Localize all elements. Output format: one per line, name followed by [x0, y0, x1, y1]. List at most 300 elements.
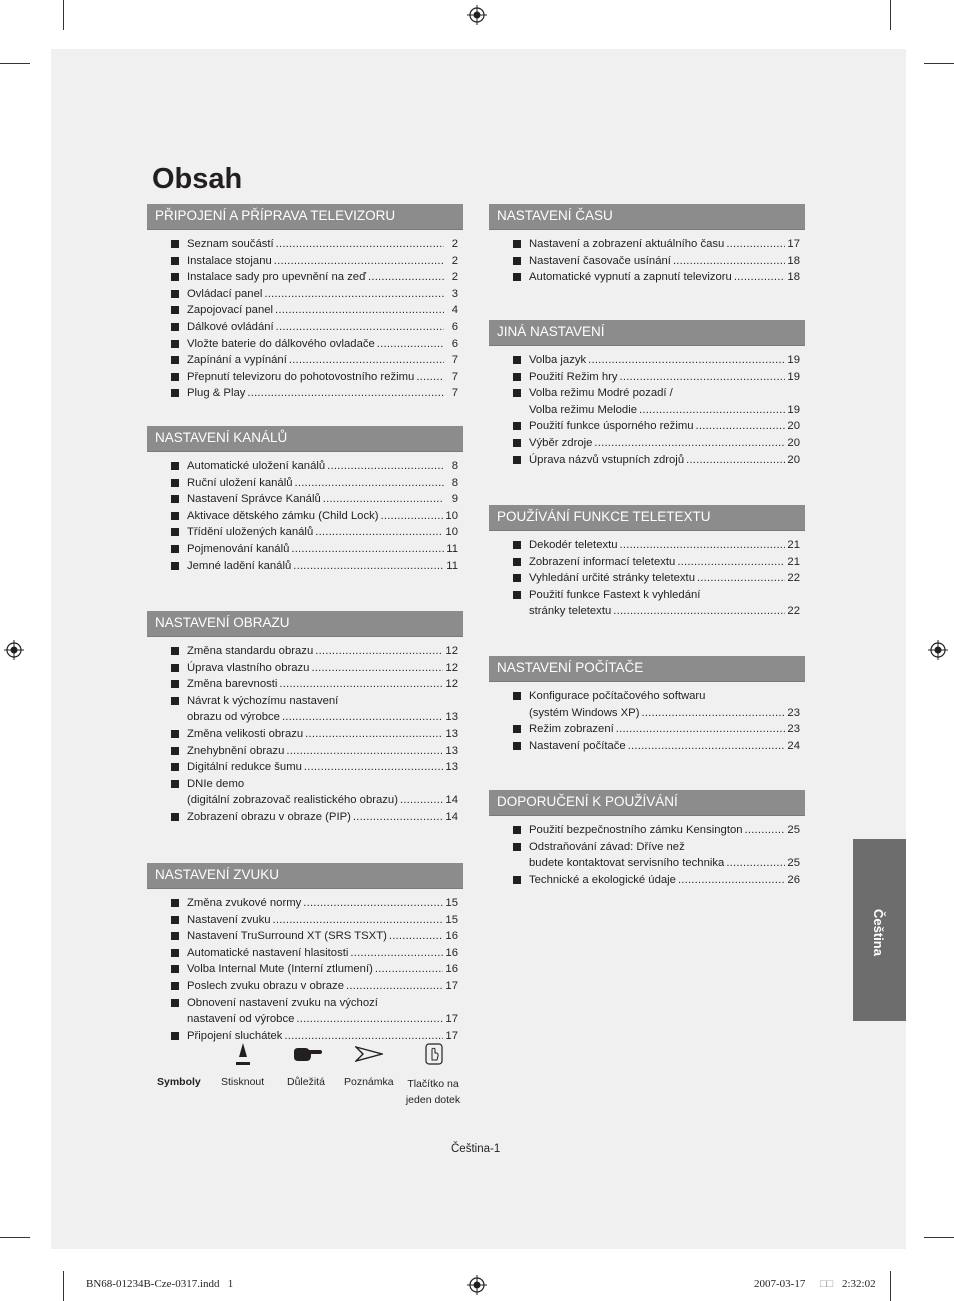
toc-entry-page: 11	[446, 559, 458, 572]
bullet-square-icon	[171, 323, 179, 331]
slug-date: 2007-03-17	[754, 1278, 806, 1290]
toc-entry-line	[529, 570, 800, 587]
toc-entry	[147, 286, 463, 303]
bullet-square-icon	[171, 545, 179, 553]
toc-entry-title: Režim zobrazení	[529, 723, 614, 736]
bullet-square-icon	[171, 949, 179, 957]
dot-leader	[315, 643, 443, 660]
bullet-square-icon	[513, 422, 521, 430]
toc-entry-title: Nastavení počítače	[529, 739, 626, 752]
bullet-square-icon	[171, 240, 179, 248]
dot-leader	[697, 570, 785, 587]
toc-entry-title: Použití funkce úsporného režimu	[529, 420, 694, 433]
toc-entry	[489, 554, 805, 571]
crop-mark	[890, 0, 891, 30]
bullet-square-icon	[171, 747, 179, 755]
toc-entry-title: Nastavení TruSurround XT (SRS TSXT)	[187, 930, 387, 943]
bullet-square-icon	[171, 697, 179, 705]
bullet-square-icon	[171, 495, 179, 503]
dot-leader	[377, 336, 444, 353]
pointing-hand-icon	[292, 1045, 322, 1063]
bullet-square-icon	[171, 763, 179, 771]
toc-entry-title: Volba Internal Mute (Interní ztlumení)	[187, 963, 373, 976]
bullet-square-icon	[513, 373, 521, 381]
toc-entry-page: 18	[787, 271, 800, 284]
toc-entry	[147, 319, 463, 336]
toc-entry-title: Znehybnění obrazu	[187, 744, 285, 757]
toc-entry-line	[187, 693, 458, 710]
toc-entry-page: 6	[451, 320, 458, 333]
bullet-square-icon	[513, 725, 521, 733]
toc-entry-title: Návrat k výchozímu nastavení	[187, 694, 339, 707]
bullet-square-icon	[171, 528, 179, 536]
toc-entry-page: 12	[445, 678, 458, 691]
dot-leader	[673, 253, 785, 270]
one-touch-label-line1: Tlačítko na	[407, 1078, 459, 1090]
toc-entry-page: 13	[445, 711, 458, 724]
toc-entry-title: Jemné ladění kanálů	[187, 559, 292, 572]
bullet-square-icon	[171, 664, 179, 672]
toc-entry-line	[187, 385, 458, 402]
toc-entry-page: 19	[787, 370, 800, 383]
dot-leader	[350, 945, 443, 962]
toc-list	[147, 895, 463, 1044]
bullet-square-icon	[171, 462, 179, 470]
toc-entry	[147, 912, 463, 929]
toc-entry-title: Přepnutí televizoru do pohotovostního režimu	[187, 370, 415, 383]
dot-leader	[745, 822, 786, 839]
toc-entry	[489, 738, 805, 755]
toc-entry	[147, 385, 463, 402]
bullet-square-icon	[171, 982, 179, 990]
toc-entry-line	[187, 792, 458, 809]
toc-list	[489, 537, 805, 620]
toc-entry-title: Připojení sluchátek	[187, 1029, 283, 1042]
registration-mark-icon	[467, 5, 487, 25]
toc-entry-page: 11	[446, 542, 458, 555]
toc-entry	[147, 236, 463, 253]
dot-leader	[291, 541, 444, 558]
dot-leader	[279, 676, 443, 693]
dot-leader	[620, 537, 786, 554]
toc-entry-title: Nastavení zvuku	[187, 913, 271, 926]
toc-entry	[147, 508, 463, 525]
bullet-square-icon	[513, 591, 521, 599]
bullet-square-icon	[513, 356, 521, 364]
toc-entry-line	[187, 895, 458, 912]
one-touch-label-line2: jeden dotek	[405, 1094, 461, 1106]
toc-entry-line	[187, 319, 458, 336]
toc-entry-title: Ovládací panel	[187, 287, 263, 300]
toc-entry	[147, 676, 463, 693]
toc-entry-title: Technické a ekologické údaje	[529, 873, 676, 886]
section-heading: NASTAVENÍ KANÁLŮ	[147, 426, 463, 452]
toc-entry	[147, 978, 463, 995]
dot-leader	[639, 402, 785, 419]
toc-entry	[147, 809, 463, 826]
toc-entry-page: 20	[787, 420, 800, 433]
toc-entry-line	[187, 643, 458, 660]
toc-entry-line	[187, 709, 458, 726]
toc-list	[147, 643, 463, 826]
crop-mark	[924, 63, 954, 64]
note-label: Poznámka	[344, 1076, 394, 1088]
toc-entry-title: Konfigurace počítačového softwaru	[529, 690, 706, 702]
bullet-square-icon	[513, 843, 521, 851]
toc-entry-page: 22	[787, 605, 800, 618]
toc-entry-page: 13	[445, 744, 458, 757]
section-connection	[147, 204, 463, 402]
section-heading: NASTAVENÍ POČÍTAČE	[489, 656, 805, 682]
registration-mark-icon	[467, 1275, 487, 1295]
crop-mark	[63, 0, 64, 30]
toc-entry	[147, 995, 463, 1028]
bullet-square-icon	[513, 574, 521, 582]
toc-entry-title: Instalace sady pro upevnění na zeď	[187, 271, 367, 284]
registration-mark-icon	[4, 640, 24, 660]
toc-entry	[147, 693, 463, 726]
symbols-title: Symboly	[157, 1076, 201, 1088]
dot-leader	[305, 726, 443, 743]
toc-entry-line	[187, 660, 458, 677]
bullet-square-icon	[171, 257, 179, 265]
dot-leader	[416, 369, 444, 386]
toc-entry-page: 8	[451, 476, 458, 489]
bullet-square-icon	[513, 456, 521, 464]
toc-entry-title: Aktivace dětského zámku (Child Lock)	[187, 509, 379, 522]
dot-leader	[286, 743, 443, 760]
section-picture	[147, 611, 463, 826]
dot-leader	[686, 452, 785, 469]
toc-entry-title: Výběr zdroje	[529, 436, 593, 449]
toc-entry-page: 7	[451, 370, 458, 383]
section-other	[489, 320, 805, 468]
toc-entry	[489, 570, 805, 587]
toc-entry-title: Zobrazení informací teletextu	[529, 555, 676, 568]
toc-entry-title: Zobrazení obrazu v obraze (PIP)	[187, 810, 351, 823]
crop-mark	[890, 1271, 891, 1301]
toc-entry-line	[187, 508, 458, 525]
dot-leader	[726, 855, 785, 872]
toc-entry-page: 13	[445, 761, 458, 774]
toc-entry	[147, 352, 463, 369]
toc-entry-line	[187, 302, 458, 319]
toc-entry-line	[187, 809, 458, 826]
toc-entry-line	[187, 928, 458, 945]
toc-entry-title: Změna zvukové normy	[187, 897, 302, 909]
toc-list	[489, 236, 805, 286]
toc-entry	[489, 872, 805, 889]
crop-mark	[63, 1271, 64, 1301]
dot-leader	[289, 352, 444, 369]
toc-entry-title: Seznam součástí	[187, 238, 274, 250]
toc-entry-page: 14	[445, 794, 458, 807]
toc-entry-title: Automatické nastavení hlasitosti	[187, 946, 349, 959]
toc-entry-line	[187, 352, 458, 369]
toc-entry	[147, 475, 463, 492]
toc-entry-page: 7	[451, 354, 458, 367]
toc-entry-line	[529, 705, 800, 722]
dot-leader	[353, 809, 444, 826]
dot-leader	[315, 524, 443, 541]
bullet-square-icon	[171, 389, 179, 397]
dot-leader	[276, 236, 444, 253]
toc-entry-page: 25	[787, 824, 800, 836]
note-arrow-icon	[355, 1046, 383, 1062]
dot-leader	[620, 369, 786, 386]
section-heading: JINÁ NASTAVENÍ	[489, 320, 805, 346]
toc-entry	[489, 352, 805, 369]
bullet-square-icon	[171, 356, 179, 364]
dot-leader	[275, 302, 444, 319]
toc-entry	[489, 418, 805, 435]
dot-leader	[400, 792, 443, 809]
slug-filename: BN68-01234B-Cze-0317.indd 1	[86, 1278, 234, 1290]
press-icon	[235, 1041, 251, 1067]
section-heading: DOPORUČENÍ K POUŽÍVÁNÍ	[489, 790, 805, 816]
toc-entry-line	[529, 721, 800, 738]
toc-entry	[147, 541, 463, 558]
toc-entry-line	[529, 537, 800, 554]
bullet-square-icon	[513, 692, 521, 700]
toc-entry-title: Volba režimu Modré pozadí /	[529, 387, 673, 400]
toc-entry-line	[529, 855, 800, 872]
dot-leader	[282, 709, 443, 726]
toc-entry-line	[529, 435, 800, 452]
toc-entry-line	[187, 541, 458, 558]
bullet-square-icon	[171, 965, 179, 973]
section-heading: NASTAVENÍ OBRAZU	[147, 611, 463, 637]
toc-entry	[489, 537, 805, 554]
one-touch-label	[405, 1076, 461, 1108]
bullet-square-icon	[171, 647, 179, 655]
toc-entry-page: 2	[451, 254, 458, 267]
toc-entry-line	[187, 524, 458, 541]
toc-entry-line	[529, 872, 800, 889]
dot-leader	[264, 286, 444, 303]
toc-entry	[147, 253, 463, 270]
toc-entry-page: 16	[445, 946, 458, 959]
dot-leader	[389, 928, 444, 945]
bullet-square-icon	[171, 306, 179, 314]
slug-boxes: □□	[820, 1278, 834, 1290]
toc-entry-page: 25	[787, 857, 800, 870]
section-channels	[147, 426, 463, 574]
bullet-square-icon	[171, 916, 179, 924]
page-title: Obsah	[152, 163, 243, 195]
dot-leader	[678, 872, 785, 889]
toc-entry	[147, 961, 463, 978]
toc-entry-title: Úprava názvů vstupních zdrojů	[529, 453, 685, 466]
dot-leader	[303, 895, 443, 912]
dot-leader	[696, 418, 786, 435]
press-label: Stisknout	[221, 1076, 265, 1088]
toc-entry-title: Volba režimu Melodie	[529, 403, 638, 416]
toc-entry	[489, 236, 805, 253]
toc-entry	[147, 491, 463, 508]
section-pc	[489, 656, 805, 754]
toc-entry-line	[187, 726, 458, 743]
toc-entry-line	[187, 458, 458, 475]
toc-entry-page: 23	[787, 723, 800, 736]
bullet-square-icon	[513, 558, 521, 566]
slug-time: 2:32:02	[842, 1278, 876, 1290]
toc-entry-page: 17	[445, 979, 458, 992]
bullet-square-icon	[171, 999, 179, 1007]
toc-entry-title: (systém Windows XP)	[529, 706, 640, 719]
dot-leader	[311, 660, 443, 677]
toc-entry-page: 4	[451, 304, 458, 317]
toc-entry-page: 21	[787, 539, 800, 551]
toc-entry-page: 21	[787, 555, 800, 568]
toc-entry-page: 17	[445, 1013, 458, 1026]
section-sound	[147, 863, 463, 1044]
toc-entry-page: 14	[445, 810, 458, 823]
toc-entry-title: Automatické vypnutí a zapnutí televizoru	[529, 271, 732, 284]
toc-entry-page: 7	[451, 387, 458, 400]
toc-entry-title: Úprava vlastního obrazu	[187, 661, 310, 674]
toc-list	[489, 352, 805, 468]
bullet-square-icon	[171, 730, 179, 738]
toc-entry-title: Plug & Play	[187, 387, 246, 400]
toc-list	[489, 688, 805, 754]
toc-entry	[147, 726, 463, 743]
toc-entry	[147, 743, 463, 760]
bullet-square-icon	[513, 240, 521, 248]
bullet-square-icon	[513, 826, 521, 834]
dot-leader	[276, 319, 444, 336]
page-number: Čeština-1	[451, 1143, 501, 1155]
language-tab-label: Čeština	[871, 909, 886, 956]
toc-entry	[147, 458, 463, 475]
toc-entry-title: Použití bezpečnostního zámku Kensington	[529, 824, 743, 836]
toc-entry	[489, 369, 805, 386]
toc-entry-line	[529, 418, 800, 435]
section-teletext	[489, 505, 805, 620]
toc-entry-title: Použití funkce Fastext k vyhledání	[529, 588, 701, 601]
dot-leader	[726, 236, 785, 253]
toc-entry-title: Třídění uložených kanálů	[187, 526, 314, 539]
toc-entry-line	[187, 995, 458, 1012]
toc-entry-title: Automatické uložení kanálů	[187, 460, 326, 472]
toc-entry-line	[529, 369, 800, 386]
toc-entry-page: 18	[787, 254, 800, 267]
toc-entry-title: Obnovení nastavení zvuku na výchozí	[187, 996, 378, 1009]
toc-list	[489, 822, 805, 888]
toc-entry-page: 24	[787, 739, 800, 752]
toc-entry-line	[529, 839, 800, 856]
toc-entry-title: Odstraňování závad: Dříve než	[529, 840, 685, 853]
toc-entry-page: 17	[787, 238, 800, 250]
toc-entry-line	[187, 286, 458, 303]
toc-entry-line	[529, 402, 800, 419]
toc-entry	[489, 269, 805, 286]
toc-entry-page: 26	[787, 873, 800, 886]
toc-entry-title: Nastavení časovače usínání	[529, 254, 671, 267]
toc-entry-page: 22	[787, 572, 800, 585]
toc-entry	[489, 452, 805, 469]
toc-entry	[147, 558, 463, 575]
toc-entry	[489, 385, 805, 418]
toc-entry-title: stránky teletextu	[529, 605, 612, 618]
toc-entry-page: 10	[445, 509, 458, 522]
dot-leader	[641, 705, 785, 722]
toc-entry-title: Volba jazyk	[529, 354, 587, 366]
dot-leader	[346, 978, 443, 995]
toc-entry-line	[187, 912, 458, 929]
toc-entry-title: Zapínání a vypínání	[187, 354, 287, 367]
toc-entry-page: 9	[451, 493, 458, 506]
dot-leader	[304, 759, 444, 776]
dot-leader	[375, 961, 444, 978]
important-label: Důležitá	[287, 1076, 325, 1088]
toc-entry-line	[187, 978, 458, 995]
registration-mark-icon	[928, 640, 948, 660]
section-heading: PŘIPOJENÍ A PŘÍPRAVA TELEVIZORU	[147, 204, 463, 230]
toc-entry-title: Změna standardu obrazu	[187, 645, 314, 657]
toc-list	[147, 458, 463, 574]
toc-entry-line	[529, 554, 800, 571]
one-touch-button-icon	[425, 1043, 443, 1065]
dot-leader	[293, 558, 444, 575]
toc-entry-page: 20	[787, 436, 800, 449]
toc-entry-line	[187, 269, 458, 286]
toc-entry-line	[187, 475, 458, 492]
toc-entry-page: 12	[445, 661, 458, 674]
dot-leader	[588, 352, 785, 369]
toc-entry-title: Nastavení Správce Kanálů	[187, 493, 321, 506]
toc-entry	[147, 895, 463, 912]
toc-entry-title: Digitální redukce šumu	[187, 761, 302, 774]
dot-leader	[273, 912, 444, 929]
toc-entry	[489, 435, 805, 452]
toc-entry	[489, 839, 805, 872]
toc-entry	[489, 688, 805, 721]
dot-leader	[628, 738, 786, 755]
toc-entry	[147, 660, 463, 677]
toc-entry	[147, 643, 463, 660]
toc-entry-title: Ruční uložení kanálů	[187, 476, 293, 489]
toc-entry-line	[187, 236, 458, 253]
toc-entry-title: Vložte baterie do dálkového ovladače	[187, 337, 375, 350]
toc-entry-page: 23	[787, 706, 800, 719]
toc-entry-title: Použití Režim hry	[529, 370, 618, 383]
toc-entry-title: obrazu od výrobce	[187, 711, 280, 724]
dot-leader	[323, 491, 444, 508]
toc-entry-page: 20	[787, 453, 800, 466]
bullet-square-icon	[171, 512, 179, 520]
toc-entry-page: 10	[445, 526, 458, 539]
toc-entry-line	[187, 759, 458, 776]
toc-entry-title: budete kontaktovat servisního technika	[529, 857, 725, 870]
bullet-square-icon	[171, 479, 179, 487]
dot-leader	[734, 269, 786, 286]
section-recommendations	[489, 790, 805, 888]
toc-entry-title: DNIe demo	[187, 777, 245, 790]
toc-entry-title: Dálkové ovládání	[187, 320, 274, 333]
section-heading: NASTAVENÍ ZVUKU	[147, 863, 463, 889]
toc-entry-line	[529, 603, 800, 620]
dot-leader	[594, 435, 785, 452]
dot-leader	[368, 269, 444, 286]
toc-entry-page: 13	[445, 727, 458, 740]
toc-entry-line	[187, 1011, 458, 1028]
bullet-square-icon	[513, 439, 521, 447]
toc-entry-line	[187, 945, 458, 962]
bullet-square-icon	[171, 813, 179, 821]
toc-entry-page: 15	[445, 913, 458, 926]
toc-entry	[147, 928, 463, 945]
